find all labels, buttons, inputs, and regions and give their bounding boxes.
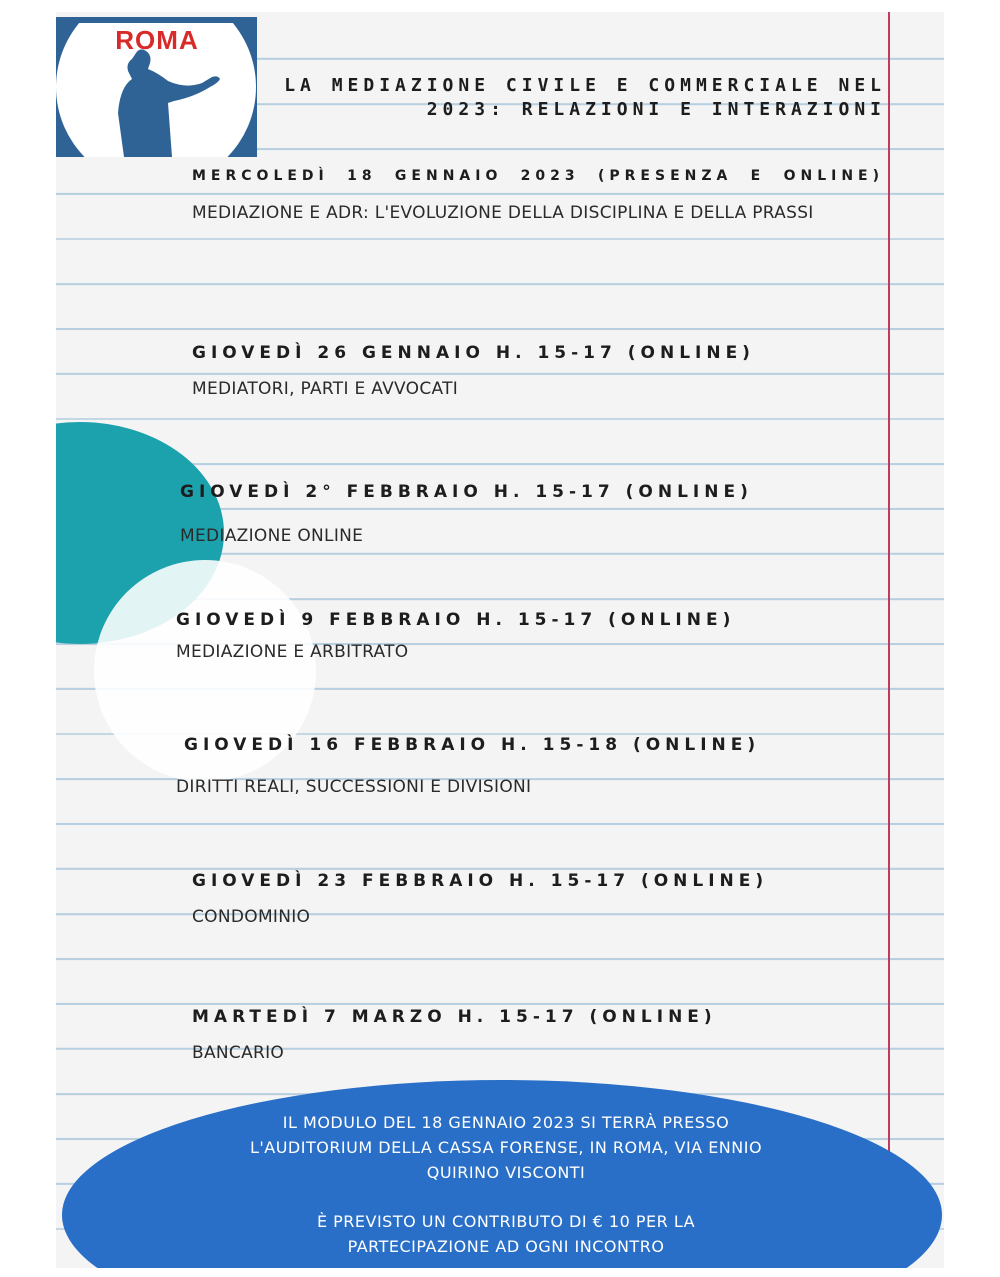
session-topic: BANCARIO: [192, 1043, 285, 1063]
notebook-paper: [56, 12, 944, 1268]
session-5: [176, 735, 761, 797]
session-1: [192, 167, 884, 233]
footer-notes: [246, 1110, 766, 1259]
document-title: LA MEDIAZIONE CIVILE E COMMERCIALE NEL 2023: RELAZIONI E INTERAZIONI: [284, 75, 886, 120]
session-heading: GIOVEDÌ 23 FEBBRAIO H. 15-17 (ONLINE): [192, 871, 769, 891]
session-topic: MEDIAZIONE E ARBITRATO: [176, 642, 409, 662]
session-7: [192, 1007, 717, 1063]
session-4: [176, 610, 735, 662]
session-topic: DIRITTI REALI, SUCCESSIONI E DIVISIONI: [176, 777, 532, 797]
session-2: [192, 343, 755, 399]
session-heading: MARTEDÌ 7 MARZO H. 15-17 (ONLINE): [192, 1007, 717, 1027]
session-6: [192, 871, 768, 927]
session-heading: GIOVEDÌ 16 FEBBRAIO H. 15-18 (ONLINE): [184, 735, 761, 755]
session-heading: GIOVEDÌ 2° FEBBRAIO H. 15-17 (ONLINE): [180, 482, 753, 502]
session-heading: GIOVEDÌ 9 FEBBRAIO H. 15-17 (ONLINE): [176, 610, 736, 630]
session-topic: CONDOMINIO: [192, 907, 311, 927]
fee-note: È PREVISTO UN CONTRIBUTO DI € 10 PER LA PARTECIPAZIONE AD OGNI INCONTRO: [316, 1212, 696, 1256]
session-topic: MEDIAZIONE ONLINE: [180, 526, 364, 546]
session-3: [180, 482, 753, 546]
session-heading: GIOVEDÌ 26 GENNAIO H. 15-17 (ONLINE): [192, 343, 755, 363]
margin-line: [888, 12, 890, 1268]
session-heading: MERCOLEDÌ 18 GENNAIO 2023 (PRESENZA E ONLINE): [192, 168, 884, 184]
session-topic: MEDIATORI, PARTI E AVVOCATI: [192, 379, 459, 399]
session-topic: MEDIAZIONE E ADR: L'EVOLUZIONE DELLA DISCIPLINA E DELLA PRASSI: [192, 203, 814, 223]
logo: [56, 17, 257, 157]
venue-note: IL MODULO DEL 18 GENNAIO 2023 SI TERRÀ PRESSO L'AUDITORIUM DELLA CASSA FORENSE, IN ROMA, VIA ENNIO QUIRINO VISCONTI: [249, 1113, 763, 1182]
logo-text: ROMA: [115, 25, 199, 55]
